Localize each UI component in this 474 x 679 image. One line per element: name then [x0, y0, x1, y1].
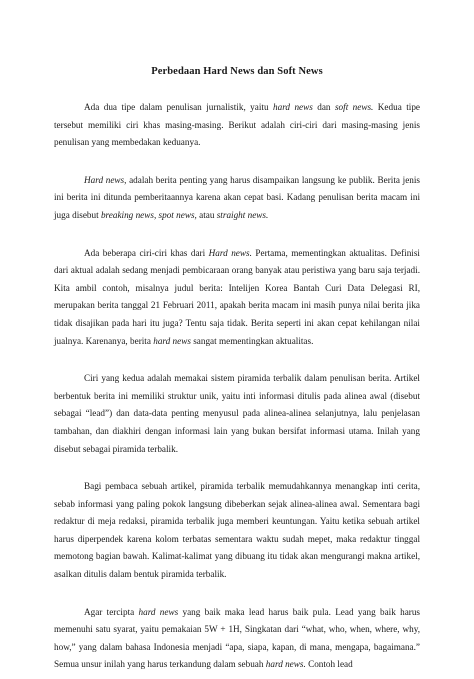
paragraph	[54, 172, 420, 225]
document-page	[0, 66, 474, 679]
text-run: Agar tercipta	[84, 606, 139, 617]
paragraph	[54, 604, 420, 674]
italic-text: Hard news.	[208, 247, 252, 258]
italic-text: Hard news	[84, 174, 125, 185]
paragraph	[54, 478, 420, 584]
italic-text: hard news	[138, 606, 179, 617]
text-run: , adalah berita penting yang harus disampaikan langsung ke publik. Berita jenis ini berita ini ditunda pemberitaannya karena akan cepat basi. Kadang penulisan berita macam ini juga disebut	[54, 174, 420, 220]
italic-text: breaking news, spot news,	[100, 209, 197, 220]
text-run: dan	[312, 102, 335, 112]
italic-text: hard news.	[265, 659, 306, 670]
paragraph	[54, 245, 420, 351]
paragraph	[54, 99, 420, 152]
text-run: Kedua tipe tersebut memiliki ciri khas masing-masing. Berikut adalah ciri-ciri dari masing-masing jenis penulisan yang membedakan keduanya.	[54, 102, 420, 148]
paragraph	[54, 370, 420, 458]
italic-text: soft news.	[334, 102, 374, 112]
italic-text: hard news	[153, 335, 191, 346]
text-run: yang baik maka lead harus baik pula. Lead yang baik harus memenuhi satu syarat, yaitu pemakaian 5W + 1H, Singkatan dari “what, who, when, where, why, how,” yang dalam bahasa Indonesia menjadi “apa, siapa, kapan, di mana, mengapa, bagaimana.” Semua unsur inilah yang harus terkandung dalam sebuah	[54, 606, 421, 670]
italic-text: straight news.	[216, 209, 269, 220]
italic-text: hard news	[273, 102, 313, 112]
document-body	[54, 99, 420, 674]
text-run: Pertama, mementingkan aktualitas. Definisi dari aktual adalah sedang menjadi pembicaraan orang banyak atau peristiwa yang baru saja terjadi. Kita ambil contoh, misalnya judul berita: Intelijen Korea Bantah Curi Data Delegasi RI, merupakan berita tanggal 21 Februari 2011, apakah berita macam ini masih punya nilai berita jika tidak disajikan pada hari itu juga? Tentu saja tidak. Berita seperti ini akan cepat kehilangan nilai jualnya. Karenanya, berita	[54, 247, 420, 346]
text-run: atau	[196, 209, 217, 220]
text-run: sangat mementingkan aktualitas.	[190, 335, 314, 346]
text-run: Contoh lead	[305, 659, 353, 670]
text-run: Ciri yang kedua adalah memakai sistem piramida terbalik dalam penulisan berita. Artikel berbentuk berita ini memiliki struktur unik, yaitu inti informasi ditulis pada alinea awal (disebut sebagai “lead”) dan data-data penting menyusul pada alinea-alinea selanjutnya, lalu penjelasan tambahan, dan diakhiri dengan informasi lain yang bukan bersifat informasi utama. Inilah yang disebut sebagai piramida terbalik.	[54, 373, 420, 454]
text-run: Ada dua tipe dalam penulisan jurnalistik, yaitu	[84, 102, 273, 112]
text-run: Ada beberapa ciri-ciri khas dari	[84, 247, 209, 258]
text-run: Bagi pembaca sebuah artikel, piramida terbalik memudahkannya menangkap inti cerita, sebab informasi yang paling pokok langsung dibeberkan sejak alinea-alinea awal. Sementara bagi redaktur di meja redaksi, piramida terbalik juga memberi keuntungan. Yaitu ketika sebuah artikel harus diperpendek karena kolom terbatas sementara waktu sudah mepet, maka redaktur tinggal memotong bagian bawah. Kalimat-kalimat yang dibuang itu tidak akan mengurangi makna artikel, asalkan ditulis dalam bentuk piramida terbalik.	[54, 481, 420, 580]
document-title: Perbedaan Hard News dan Soft News	[151, 66, 323, 77]
